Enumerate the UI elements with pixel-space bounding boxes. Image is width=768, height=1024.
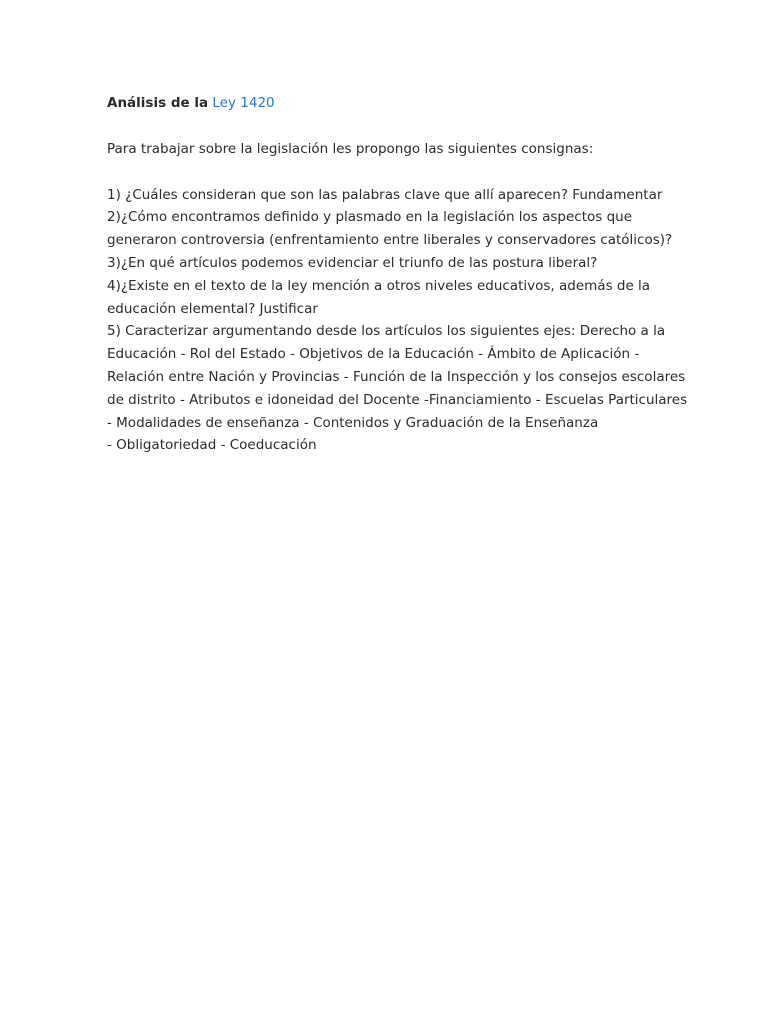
- consigna-line: educación elemental? Justificar: [107, 300, 318, 317]
- ley-1420-link[interactable]: Ley 1420: [212, 95, 275, 111]
- consigna-line: - Obligatoriedad - Coeducación: [107, 437, 317, 454]
- consignas-list: [107, 184, 688, 458]
- consigna-line: Educación - Rol del Estado - Objetivos de la Educación - Ámbito de Aplicación -: [107, 346, 640, 363]
- document-page: [107, 92, 688, 457]
- title-prefix: Análisis de la: [107, 95, 209, 111]
- intro-text: Para trabajar sobre la legislación les propongo las siguientes consignas:: [107, 141, 594, 157]
- consigna-line: 2)¿Cómo encontramos definido y plasmado en la legislación los aspectos que: [107, 209, 633, 226]
- consigna-line: - Modalidades de enseñanza - Contenidos y Graduación de la Enseñanza: [107, 414, 599, 431]
- consigna-line: 3)¿En qué artículos podemos evidenciar el triunfo de las postura liberal?: [107, 254, 598, 271]
- consigna-line: generaron controversia (enfrentamiento entre liberales y conservadores católicos)?: [107, 232, 673, 249]
- consigna-line: Relación entre Nación y Provincias - Función de la Inspección y los consejos escolares: [107, 368, 686, 385]
- paragraph-gap: [107, 161, 667, 184]
- consigna-line: 4)¿Existe en el texto de la ley mención a otros niveles educativos, además de la: [107, 277, 651, 294]
- document-title: [107, 92, 667, 114]
- consigna-line: 1) ¿Cuáles consideran que son las palabras clave que allí aparecen? Fundamentar: [107, 186, 663, 203]
- consigna-line: 5) Caracterizar argumentando desde los artículos los siguientes ejes: Derecho a la: [107, 323, 666, 340]
- consigna-line: de distrito - Atributos e idoneidad del Docente -Financiamiento - Escuelas Particulares: [107, 391, 688, 408]
